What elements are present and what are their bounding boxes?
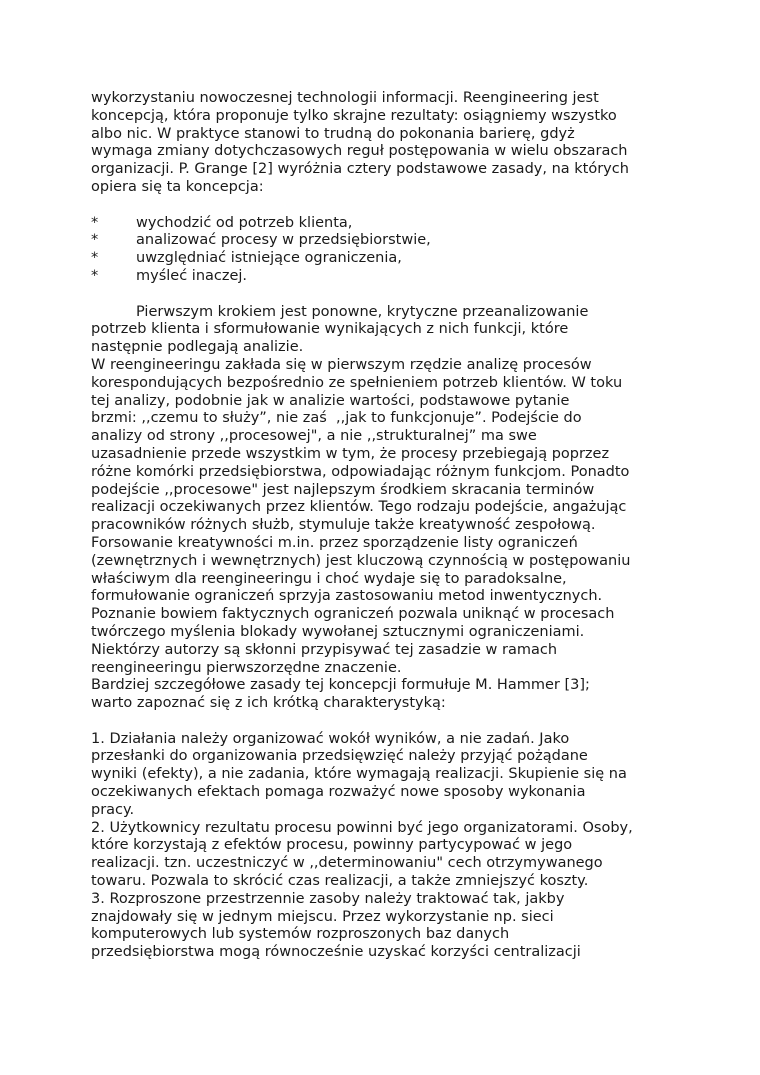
bullet-text: uwzględniać istniejące ograniczenia, bbox=[136, 250, 402, 267]
text-line: (zewnętrznych i wewnętrznych) jest kluczową czynnością w postępowaniu bbox=[91, 552, 631, 569]
text-line: Poznanie bowiem faktycznych ograniczeń pozwala uniknąć w procesach bbox=[91, 606, 615, 623]
text-line: tej analizy, podobnie jak w analizie wartości, podstawowe pytanie bbox=[91, 392, 570, 409]
text-line: różne komórki przedsiębiorstwa, odpowiadając różnym funkcjom. Ponadto bbox=[91, 463, 630, 480]
bullet-text: myśleć inaczej. bbox=[136, 267, 248, 284]
bullet-text: wychodzić od potrzeb klienta, bbox=[136, 214, 353, 231]
numbered-line: znajdowały się w jednym miejscu. Przez wykorzystanie np. sieci bbox=[91, 908, 554, 925]
bullet-mark: * bbox=[91, 267, 99, 284]
numbered-line: pracy. bbox=[91, 801, 135, 818]
paragraph-first-line: Pierwszym krokiem jest ponowne, krytyczne przeanalizowanie bbox=[136, 303, 589, 320]
text-line: twórczego myślenia blokady wywołanej sztucznymi ograniczeniami. bbox=[91, 623, 585, 640]
text-line: koncepcją, która proponuje tylko skrajne rezultaty: osiągniemy wszystko bbox=[91, 107, 617, 124]
numbered-line: wyniki (efekty), a nie zadania, które wymagają realizacji. Skupienie się na bbox=[91, 766, 627, 783]
blank-line bbox=[91, 197, 691, 215]
numbered-line: realizacji. tzn. uczestniczyć w ,,determinowaniu" cech otrzymywanego bbox=[91, 855, 603, 872]
text-line: brzmi: ,,czemu to służy”, nie zaś ,,jak to funkcjonuje”. Podejście do bbox=[91, 410, 582, 427]
bullet-item bbox=[91, 215, 691, 233]
bullet-mark: * bbox=[91, 214, 99, 231]
text-line: opiera się ta koncepcja: bbox=[91, 178, 264, 195]
text-line: podejście ,,procesowe" jest najlepszym środkiem skracania terminów bbox=[91, 481, 595, 498]
numbered-line: 3. Rozproszone przestrzennie zasoby należy traktować tak, jakby bbox=[91, 890, 565, 907]
numbered-line: przedsiębiorstwa mogą równocześnie uzyskać korzyści centralizacji bbox=[91, 944, 581, 961]
numbered-line: przesłanki do organizowania przedsięwzięć należy przyjąć pożądane bbox=[91, 748, 588, 765]
text-line: wymaga zmiany dotychczasowych reguł postępowania w wielu obszarach bbox=[91, 143, 628, 160]
blank-line bbox=[91, 286, 691, 304]
numbered-line: które korzystają z efektów procesu, powinny partycypować w jego bbox=[91, 837, 573, 854]
numbered-line: towaru. Pozwala to skrócić czas realizacji, a także zmniejszyć koszty. bbox=[91, 873, 589, 890]
text-line: realizacji oczekiwanych przez klientów. Tego rodzaju podejście, angażując bbox=[91, 499, 627, 516]
text-line: właściwym dla reengineeringu i choć wydaje się to paradoksalne, bbox=[91, 570, 567, 587]
blank-line bbox=[91, 713, 691, 731]
numbered-line: 1. Działania należy organizować wokół wyników, a nie zadań. Jako bbox=[91, 730, 570, 747]
bullet-item bbox=[91, 232, 691, 250]
bullet-text: analizować procesy w przedsiębiorstwie, bbox=[136, 232, 431, 249]
text-line: W reengineeringu zakłada się w pierwszym rzędzie analizę procesów bbox=[91, 356, 592, 373]
bullet-item bbox=[91, 268, 691, 286]
text-line: albo nic. W praktyce stanowi to trudną do pokonania barierę, gdyż bbox=[91, 125, 575, 142]
text-line: analizy od strony ,,procesowej", a nie ,,strukturalnej” ma swe bbox=[91, 428, 537, 445]
text-line: potrzeb klienta i sformułowanie wynikających z nich funkcji, które bbox=[91, 321, 569, 338]
text-line: reengineeringu pierwszorzędne znaczenie. bbox=[91, 659, 402, 676]
numbered-line: 2. Użytkownicy rezultatu procesu powinni być jego organizatorami. Osoby, bbox=[91, 819, 633, 836]
text-line: pracowników różnych służb, stymuluje także kreatywność zespołową. bbox=[91, 517, 596, 534]
text-line: korespondujących bezpośrednio ze spełnieniem potrzeb klientów. W toku bbox=[91, 374, 623, 391]
text-line: Bardziej szczegółowe zasady tej koncepcji formułuje M. Hammer [3]; bbox=[91, 677, 590, 694]
bullet-mark: * bbox=[91, 232, 99, 249]
text-line: Forsowanie kreatywności m.in. przez sporządzenie listy ograniczeń bbox=[91, 534, 578, 551]
text-line: organizacji. P. Grange [2] wyróżnia cztery podstawowe zasady, na których bbox=[91, 161, 629, 178]
text-line: warto zapoznać się z ich krótką charakterystyką: bbox=[91, 695, 446, 712]
bullet-mark: * bbox=[91, 250, 99, 267]
document-text bbox=[91, 90, 691, 962]
bullet-item bbox=[91, 250, 691, 268]
numbered-line: komputerowych lub systemów rozproszonych baz danych bbox=[91, 926, 510, 943]
text-line: wykorzystaniu nowoczesnej technologii informacji. Reengineering jest bbox=[91, 90, 599, 106]
text-line: formułowanie ograniczeń sprzyja zastosowaniu metod inwentycznych. bbox=[91, 588, 603, 605]
text-line: Niektórzy autorzy są skłonni przypisywać tej zasadzie w ramach bbox=[91, 641, 558, 658]
numbered-line: oczekiwanych efektach pomaga rozważyć nowe sposoby wykonania bbox=[91, 784, 586, 801]
text-line: uzasadnienie przede wszystkim w tym, że procesy przebiegają poprzez bbox=[91, 445, 610, 462]
text-line: następnie podlegają analizie. bbox=[91, 339, 304, 356]
